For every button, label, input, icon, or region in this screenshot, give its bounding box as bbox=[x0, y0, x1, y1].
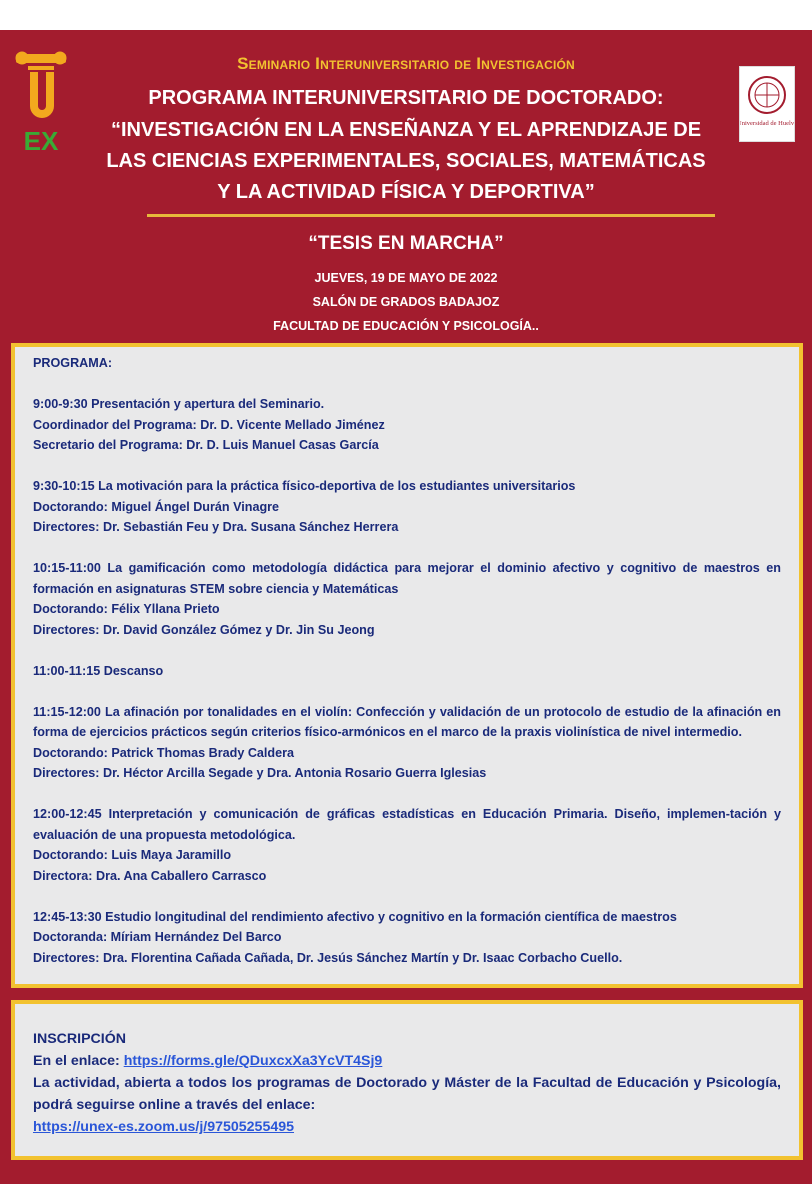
session-line: Directores: Dr. Sebastián Feu y Dra. Susana Sánchez Herrera bbox=[33, 520, 399, 534]
session-line: Directores: Dr. David González Gómez y Dr. Jin Su Jeong bbox=[33, 622, 375, 637]
registration-heading: INSCRIPCIÓN bbox=[33, 1031, 127, 1047]
svg-text:Universidad de Huelva: Universidad de Huelva bbox=[740, 120, 794, 127]
gold-divider bbox=[147, 214, 715, 217]
session-title: 10:15-11:00 La gamificación como metodología didáctica para mejorar el dominio afectivo y cognitivo de maestros en formación en asignaturas STEM sobre ciencia y Matemáticas bbox=[33, 561, 781, 596]
registration-link-line bbox=[33, 1050, 781, 1072]
session-line: Doctorando: Luis Maya Jaramillo bbox=[33, 848, 232, 862]
session-4 bbox=[33, 661, 781, 682]
form-link[interactable]: https://forms.gle/QDuxcxXa3YcVT4Sj9 bbox=[123, 1053, 383, 1069]
session-line: Doctorando: Miguel Ángel Durán Vinagre bbox=[33, 499, 280, 514]
session-title: 11:00-11:15 Descanso bbox=[33, 663, 164, 678]
session-line: Directores: Dra. Florentina Cañada Cañada, Dr. Jesús Sánchez Martín y Dr. Isaac Corbacho Cuello. bbox=[33, 950, 623, 965]
registration-note: La actividad, abierta a todos los programas de Doctorado y Máster de la Facultad de Educación y Psicología, podrá seguirse online a través del enlace: bbox=[33, 1075, 781, 1113]
session-line: Directora: Dra. Ana Caballero Carrasco bbox=[33, 868, 267, 883]
session-title: 12:45-13:30 Estudio longitudinal del rendimiento afectivo y cognitivo en la formación científica de maestros bbox=[33, 909, 677, 924]
session-6 bbox=[33, 804, 781, 886]
session-line: Doctorando: Félix Yllana Prieto bbox=[33, 602, 220, 616]
huelva-seal-icon bbox=[740, 67, 794, 141]
zoom-link[interactable]: https://unex-es.zoom.us/j/97505255495 bbox=[33, 1119, 295, 1135]
session-title: 9:00-9:30 Presentación y apertura del Seminario. bbox=[33, 397, 325, 411]
registration-panel bbox=[11, 1000, 803, 1160]
huelva-logo bbox=[739, 66, 795, 142]
event-faculty: FACULTAD DE EDUCACIÓN Y PSICOLOGÍA.. bbox=[273, 319, 539, 333]
session-line: Doctorando: Patrick Thomas Brady Caldera bbox=[33, 745, 295, 760]
session-2 bbox=[33, 476, 781, 538]
seminar-title: Seminario Interuniversitario de Investigación bbox=[237, 54, 575, 73]
poster bbox=[0, 30, 812, 1184]
poster-header bbox=[0, 30, 812, 340]
session-3 bbox=[33, 558, 781, 640]
session-title: 9:30-10:15 La motivación para la práctica físico-deportiva de los estudiantes universitarios bbox=[33, 479, 576, 493]
registration-link-prefix: En el enlace: bbox=[33, 1053, 124, 1069]
session-line: Doctoranda: Míriam Hernández Del Barco bbox=[33, 930, 282, 944]
program-panel bbox=[11, 343, 803, 988]
session-line: Coordinador del Programa: Dr. D. Vicente Mellado Jiménez bbox=[33, 417, 385, 432]
svg-text:EX: EX bbox=[23, 126, 59, 156]
program-heading: PROGRAMA: bbox=[33, 356, 113, 370]
session-1 bbox=[33, 394, 781, 456]
session-title: 12:00-12:45 Interpretación y comunicación de gráficas estadísticas en Educación Primaria. Diseño, implemen-tación y evaluación de una propuesta metodológica. bbox=[33, 807, 781, 842]
program-title-line-3: LAS CIENCIAS EXPERIMENTALES, SOCIALES, MATEMÁTICAS bbox=[106, 150, 706, 172]
event-venue: SALÓN DE GRADOS BADAJOZ bbox=[312, 295, 500, 309]
program-title-line-4: Y LA ACTIVIDAD FÍSICA Y DEPORTIVA” bbox=[217, 181, 595, 203]
session-line: Directores: Dr. Héctor Arcilla Segade y Dra. Antonia Rosario Guerra Iglesias bbox=[33, 766, 487, 780]
session-7 bbox=[33, 907, 781, 969]
session-title: 11:15-12:00 La afinación por tonalidades en el violín: Confección y validación de un protocolo de estudio de la afinación en forma de ejercicios prácticos según criterios físico-armónicos en el marco de la praxis violinística de nivel intermedio. bbox=[33, 704, 781, 739]
event-title: “TESIS EN MARCHA” bbox=[308, 233, 504, 254]
program-title-line-2: “INVESTIGACIÓN EN LA ENSEÑANZA Y EL APRENDIZAJE DE bbox=[110, 119, 702, 141]
session-line: Secretario del Programa: Dr. D. Luis Manuel Casas García bbox=[33, 438, 379, 452]
program-title-line-1: PROGRAMA INTERUNIVERSITARIO DE DOCTORADO: bbox=[148, 87, 664, 109]
session-5 bbox=[33, 702, 781, 784]
event-date: JUEVES, 19 DE MAYO DE 2022 bbox=[314, 271, 498, 285]
